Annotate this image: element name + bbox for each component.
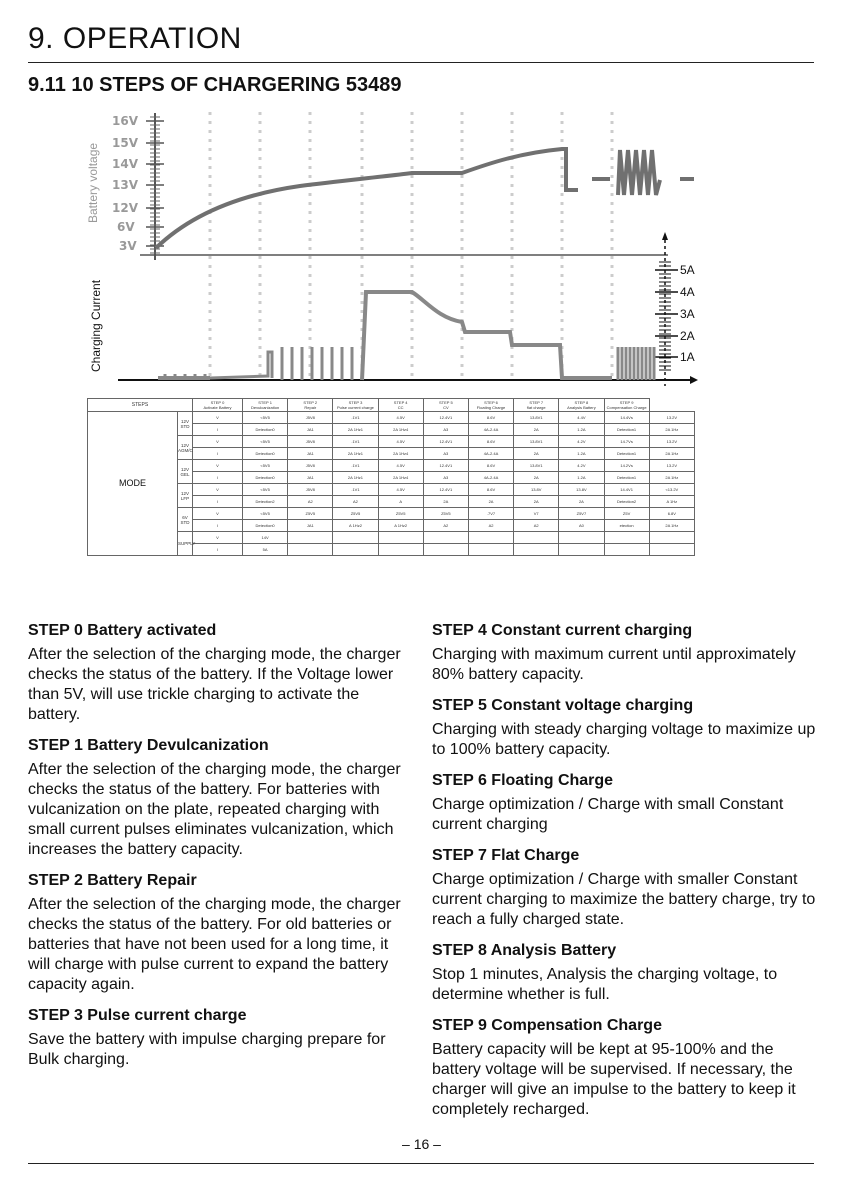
table-cell: Detection1 — [604, 472, 649, 484]
step-heading: STEP 5 Constant voltage charging — [432, 697, 694, 714]
table-cell: 2A 1Hz — [649, 424, 694, 436]
page-number: – 16 – — [402, 1136, 441, 1152]
voltage-tick-label: 6V — [117, 220, 135, 234]
parameter-type: V — [193, 460, 243, 472]
table-cell: Z5V5 — [378, 508, 423, 520]
step-description: Save the battery with impulse charging prepare for Bulk charging. — [28, 1031, 386, 1068]
current-axis-label: Charging Current — [89, 279, 103, 372]
step-description: After the selection of the charging mode, the charger checks the status of the battery. If the Voltage lower than 5V, will use trickle charging to activate the battery. — [28, 646, 401, 723]
step-dividers — [210, 112, 612, 382]
table-cell — [649, 544, 694, 556]
table-cell: Z5V7 — [559, 508, 604, 520]
table-cell: <5V5 — [243, 412, 288, 424]
step-heading: STEP 3 Pulse current charge — [28, 1007, 247, 1024]
table-cell: Detection0 — [243, 448, 288, 460]
battery-type: 12V LFP — [178, 484, 193, 508]
table-cell — [378, 532, 423, 544]
table-cell: 14V — [243, 532, 288, 544]
table-cell — [559, 544, 604, 556]
table-cell: <5V5 — [243, 460, 288, 472]
table-cell: 8.6V — [468, 412, 513, 424]
table-cell: 13.8V1 — [514, 412, 559, 424]
table-header-row — [88, 399, 695, 412]
table-cell: 2A — [514, 448, 559, 460]
table-cell: A2 — [514, 520, 559, 532]
step-heading: STEP 2 Battery Repair — [28, 872, 197, 889]
voltage-tick-label: 16V — [112, 114, 138, 128]
table-row — [88, 484, 695, 496]
table-cell: Z5V5 — [423, 508, 468, 520]
steps-header: STEPS — [88, 399, 193, 412]
table-cell — [514, 544, 559, 556]
table-cell: 8.6V — [468, 436, 513, 448]
table-cell: 8.6V — [468, 460, 513, 472]
step-description: After the selection of the charging mode, the charger checks the status of the battery. For old batteries or batteries that have not been used for a long time, it will charge with pulse current to expand the battery capacity again. — [28, 896, 401, 993]
table-cell: A3 — [423, 448, 468, 460]
current-tick-label: 3A — [680, 307, 695, 321]
table-cell: 14.7Vs — [604, 436, 649, 448]
table-cell: Detection1 — [604, 448, 649, 460]
table-cell: A2 — [288, 496, 333, 508]
table-cell: 12.4V1 — [423, 412, 468, 424]
table-cell: 14.4V1 — [604, 484, 649, 496]
table-cell: A2 — [468, 520, 513, 532]
battery-type: 12V STD — [178, 412, 193, 436]
table-cell: .1V1 — [333, 412, 378, 424]
table-cell: 2A — [468, 496, 513, 508]
table-cell: 4.5V — [378, 436, 423, 448]
table-cell: 13.2V — [649, 412, 694, 424]
table-cell: <5V5 — [243, 436, 288, 448]
step-heading: STEP 4 Constant current charging — [432, 622, 693, 639]
voltage-analysis-pulses — [618, 150, 660, 195]
section-title: 9.11 10 STEPS OF CHARGERING 53489 — [28, 74, 402, 96]
table-cell: 14.2Vs — [604, 460, 649, 472]
step-heading: STEP 8 Analysis Battery — [432, 942, 617, 959]
current-tick-label: 4A — [680, 285, 695, 299]
voltage-tick-label: 3V — [119, 239, 137, 253]
table-cell: 2A 1Hz4 — [378, 448, 423, 460]
battery-type: 12V AGM/C — [178, 436, 193, 460]
battery-type: 6V STD — [178, 508, 193, 532]
table-row — [88, 508, 695, 520]
table-cell: 2A 1Hz — [649, 448, 694, 460]
step-header: STEP 8 Analysis Battery — [559, 399, 604, 412]
table-cell: JA1 — [288, 448, 333, 460]
parameter-type: V — [193, 484, 243, 496]
current-devulcanization — [210, 352, 272, 378]
table-body — [88, 412, 695, 556]
parameter-type: I — [193, 424, 243, 436]
step-header: STEP 4 CC — [378, 399, 423, 412]
parameter-type: I — [193, 520, 243, 532]
table-cell: A — [378, 496, 423, 508]
table-cell — [514, 532, 559, 544]
step-header: STEP 5 CV — [423, 399, 468, 412]
right-text-column — [432, 620, 817, 1130]
table-cell: 1.2A — [559, 472, 604, 484]
table-cell: 2A 1Hz4 — [378, 472, 423, 484]
table-cell: 4.2V — [559, 460, 604, 472]
table-cell: 2A 1Hz1 — [333, 448, 378, 460]
table-cell: 4.5V — [378, 412, 423, 424]
table-cell: Detection0 — [243, 472, 288, 484]
step-header: STEP 0 Activate Battery — [193, 399, 243, 412]
table-cell: 4.4V — [559, 412, 604, 424]
table-cell: 2A — [514, 472, 559, 484]
table-cell: 4.5V — [378, 460, 423, 472]
table-cell: 2A 1Hz4 — [378, 424, 423, 436]
current-cc-cv-curve — [362, 292, 612, 380]
table-cell: 2A — [423, 496, 468, 508]
table-cell: 6.8V — [649, 508, 694, 520]
parameter-type: I — [193, 472, 243, 484]
table-cell — [559, 532, 604, 544]
table-row — [88, 436, 695, 448]
table-cell: Z5V5 — [333, 508, 378, 520]
table-cell: J5V8 — [288, 484, 333, 496]
table-cell: 2A — [514, 424, 559, 436]
table-cell: 2A 1Hz1 — [333, 424, 378, 436]
table-row — [88, 412, 695, 424]
table-cell: 13.2V — [649, 460, 694, 472]
table-cell: Detection2 — [243, 496, 288, 508]
table-row — [88, 460, 695, 472]
table-cell: A 1Hz2 — [333, 520, 378, 532]
parameter-type: V — [193, 436, 243, 448]
parameter-type: V — [193, 532, 243, 544]
parameter-type: V — [193, 508, 243, 520]
table-cell: JA1 — [288, 424, 333, 436]
table-cell: .1V1 — [333, 460, 378, 472]
current-tick-label: 2A — [680, 329, 695, 343]
table-cell: 1.2A — [559, 424, 604, 436]
step-description: After the selection of the charging mode, the charger checks the status of the battery. For batteries with vulcanization on the plate, repeated charging with small current pulses eliminates vulcanization, which increases the battery capacity. — [28, 761, 401, 858]
table-cell: Z5V — [604, 508, 649, 520]
table-cell: <13.2V — [649, 484, 694, 496]
table-cell: 2A 1Hz — [649, 520, 694, 532]
step-description: Charge optimization / Charge with small Constant current charging — [432, 796, 784, 833]
table-cell: 12.4V1 — [423, 484, 468, 496]
table-cell: 4.5V — [378, 484, 423, 496]
mode-parameter-table — [87, 398, 695, 556]
table-cell: A3 — [423, 424, 468, 436]
table-cell: 5A — [243, 544, 288, 556]
table-cell: Z5V5 — [288, 508, 333, 520]
table-cell: .1V1 — [333, 484, 378, 496]
table-cell — [423, 544, 468, 556]
voltage-curve — [156, 149, 578, 248]
table-cell: A 1Hz — [649, 496, 694, 508]
table-cell — [333, 544, 378, 556]
table-cell — [423, 532, 468, 544]
table-cell: J5V8 — [288, 460, 333, 472]
table-cell — [288, 532, 333, 544]
voltage-tick-label: 13V — [112, 178, 138, 192]
table-cell: 13.2V — [649, 436, 694, 448]
step-description: Charge optimization / Charge with smaller Constant current charging to maximize the battery charge, try to reach a fully charged state. — [432, 871, 816, 928]
charging-curve-charts — [0, 100, 843, 390]
table-cell: 4A-2.4A — [468, 472, 513, 484]
battery-type: 12V GEL — [178, 460, 193, 484]
table-cell: A 1Hz2 — [378, 520, 423, 532]
table-cell: Detection1 — [604, 424, 649, 436]
step-header: STEP 7 flat charge — [514, 399, 559, 412]
step-heading: STEP 9 Compensation Charge — [432, 1017, 662, 1034]
table-cell: 12.4V1 — [423, 460, 468, 472]
table-cell — [288, 544, 333, 556]
table-cell: <5V5 — [243, 508, 288, 520]
current-tick-label: 1A — [680, 350, 695, 364]
table-cell: .7V7 — [468, 508, 513, 520]
parameter-type: I — [193, 544, 243, 556]
left-text-column — [28, 620, 413, 1080]
table-cell: JA1 — [288, 472, 333, 484]
step-description: Battery capacity will be kept at 95-100% and the battery voltage will be supervised. If necessary, the charger will give an impulse to the battery to keep it completely recharged. — [432, 1041, 796, 1118]
table-cell: V7 — [514, 508, 559, 520]
step-description: Charging with maximum current until approximately 80% battery capacity. — [432, 646, 796, 683]
table-cell: 13.8V1 — [514, 436, 559, 448]
step-heading: STEP 1 Battery Devulcanization — [28, 737, 269, 754]
step-header: STEP 9 Compensation Charge — [604, 399, 649, 412]
table-cell — [649, 532, 694, 544]
table-cell: 2A — [514, 496, 559, 508]
table-cell: Detection0 — [243, 424, 288, 436]
voltage-axis-label: Battery voltage — [86, 142, 100, 223]
bottom-rule — [28, 1163, 814, 1164]
parameter-type: I — [193, 448, 243, 460]
table-cell: J5V8 — [288, 436, 333, 448]
table-cell: 4A-2.4A — [468, 448, 513, 460]
step-header: STEP 1 Devulcanization — [243, 399, 288, 412]
table-cell: J5V8 — [288, 412, 333, 424]
step-description: Stop 1 minutes, Analysis the charging voltage, to determine whether is full. — [432, 966, 778, 1003]
table-cell: A3 — [423, 472, 468, 484]
step-heading: STEP 0 Battery activated — [28, 622, 217, 639]
table-cell: etection — [604, 520, 649, 532]
table-cell: 4.2V — [559, 436, 604, 448]
chapter-title: 9. OPERATION — [28, 22, 242, 55]
table-cell: 13.8V1 — [514, 460, 559, 472]
battery-type: SUPPLY — [178, 532, 193, 556]
x-axis-arrow — [690, 376, 698, 384]
step-heading: STEP 6 Floating Charge — [432, 772, 614, 789]
table-cell: 14.4Vs — [604, 412, 649, 424]
table-cell: 2A — [559, 496, 604, 508]
table-cell: 13.8V — [559, 484, 604, 496]
table-cell: 1.2A — [559, 448, 604, 460]
step-heading: STEP 7 Flat Charge — [432, 847, 580, 864]
parameter-type: I — [193, 496, 243, 508]
current-y-axis-arrow — [662, 232, 668, 240]
table-cell: A0 — [559, 520, 604, 532]
step-header: STEP 2 Repair — [288, 399, 333, 412]
parameter-type: V — [193, 412, 243, 424]
table-cell: Detection0 — [243, 520, 288, 532]
voltage-tick-label: 15V — [112, 136, 138, 150]
table-cell: 4A-2.4A — [468, 424, 513, 436]
voltage-tick-label: 14V — [112, 157, 138, 171]
table-cell: 13.8V — [514, 484, 559, 496]
table-cell — [378, 544, 423, 556]
table-cell: <5V5 — [243, 484, 288, 496]
step-header: STEP 3 Pulse current charge — [333, 399, 378, 412]
table-row — [88, 532, 695, 544]
table-cell: A2 — [423, 520, 468, 532]
voltage-tick-label: 12V — [112, 201, 138, 215]
table-cell: 2A 1Hz1 — [333, 472, 378, 484]
table-cell: JA1 — [288, 520, 333, 532]
table-cell: 8.6V — [468, 484, 513, 496]
table-cell — [468, 544, 513, 556]
step-description: Charging with steady charging voltage to maximize up to 100% battery capacity. — [432, 721, 816, 758]
table-cell — [604, 532, 649, 544]
table-cell: .1V1 — [333, 436, 378, 448]
table-cell: 2A 1Hz — [649, 472, 694, 484]
table-cell — [604, 544, 649, 556]
table-cell: 12.4V1 — [423, 436, 468, 448]
current-tick-label: 5A — [680, 263, 695, 277]
table-cell: Detection2 — [604, 496, 649, 508]
table-cell — [468, 532, 513, 544]
step-header: STEP 6 Floating Charge — [468, 399, 513, 412]
table-cell — [333, 532, 378, 544]
table-cell: A2 — [333, 496, 378, 508]
top-rule — [28, 62, 814, 63]
mode-label: MODE — [88, 412, 178, 556]
